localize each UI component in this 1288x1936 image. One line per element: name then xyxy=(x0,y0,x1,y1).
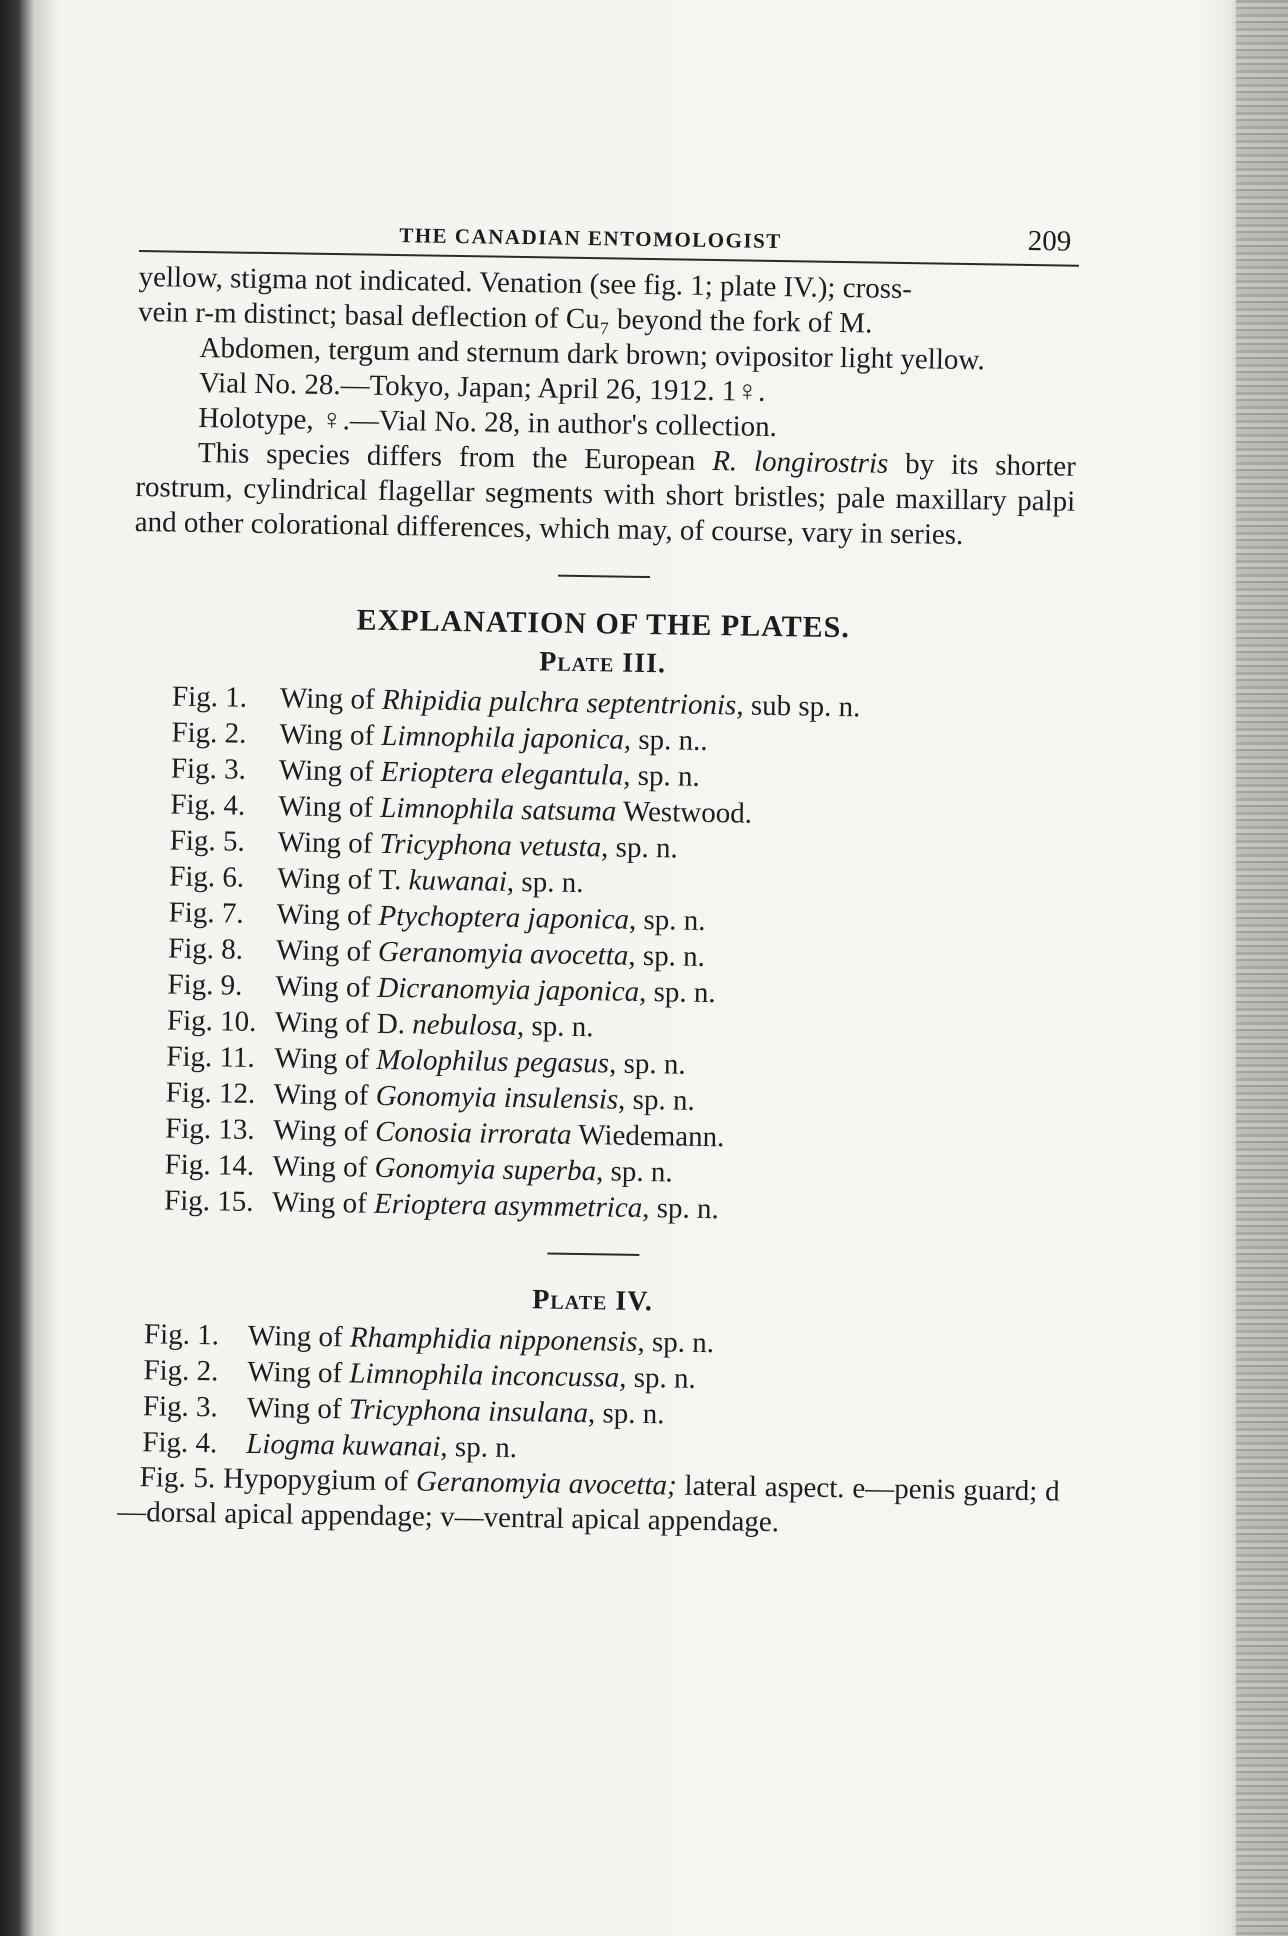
fig-suffix: , sp. n.. xyxy=(623,723,708,757)
differences-text-a: This species differs from the European xyxy=(197,436,713,478)
fig-number: Fig. 2. xyxy=(143,1354,219,1388)
fig-number: Fig. 3. xyxy=(142,1390,219,1424)
fig-number: Fig. 7. xyxy=(168,896,244,930)
fig-5-text-b: lateral aspect. e—penis guard; d—dorsal apical appendage; v—ventral apical appendage. xyxy=(116,1469,1060,1539)
fig-text: Wing of xyxy=(246,1391,350,1426)
species-name: Gonomyia insulensis xyxy=(375,1079,619,1116)
fig-number: Fig. 14. xyxy=(164,1148,255,1182)
fig-text: Wing of xyxy=(272,1150,375,1184)
journal-title: THE CANADIAN ENTOMOLOGIST xyxy=(399,223,782,254)
fig-text: Wing of xyxy=(279,718,382,752)
fig-suffix: , sp. n. xyxy=(637,1325,715,1360)
fig-text: Wing of xyxy=(279,682,383,716)
species-name: Limnophila japonica xyxy=(381,719,625,756)
species-name: Erioptera asymmetrica xyxy=(373,1187,643,1225)
species-name: Conosia irrorata xyxy=(374,1115,572,1151)
species-name: Liogma kuwanai xyxy=(246,1427,441,1463)
fig-number: Fig. 6. xyxy=(168,860,245,894)
paragraph-differences xyxy=(135,435,1077,555)
fig-suffix: Westwood. xyxy=(616,795,753,830)
fig-suffix: Wiedemann. xyxy=(571,1118,725,1154)
fig-suffix: , sp. n. xyxy=(641,1192,720,1226)
fig-5-species: Geranomyia avocetta; xyxy=(415,1465,677,1502)
fig-text: Wing of T. xyxy=(276,862,409,897)
species-name: Limnophila inconcussa xyxy=(349,1357,620,1394)
species-name: Tricyphona vetusta xyxy=(379,827,602,864)
species-name: Ptychoptera japonica xyxy=(378,899,630,936)
plate-4-fig-5-caption xyxy=(117,1460,1060,1545)
fig-suffix: , sp. n. xyxy=(617,1083,695,1117)
species-name: Gonomyia superba xyxy=(374,1151,597,1188)
species-name: Geranomyia avocetta xyxy=(377,935,629,972)
fig-text: Wing of xyxy=(273,1078,376,1112)
fig-number: Fig. 2. xyxy=(171,716,247,750)
venation-line-2: vein r-m distinct; basal deflection of Cu₇ beyond the fork of M. xyxy=(137,295,873,340)
fig-number: Fig. 1. xyxy=(171,680,248,714)
fig-number: Fig. 1. xyxy=(143,1318,220,1352)
fig-text: Wing of xyxy=(275,970,378,1004)
fig-suffix: , sp. n. xyxy=(628,903,706,937)
plate-divider xyxy=(547,1253,639,1256)
fig-suffix: , sub sp. n. xyxy=(736,689,861,724)
species-name: Molophilus pegasus xyxy=(376,1043,610,1080)
paragraph-abdomen: Abdomen, tergum and sternum dark brown; ovipositor light yellow. xyxy=(199,331,985,377)
fig-text: Wing of xyxy=(274,1042,377,1076)
fig-text: Wing of xyxy=(272,1114,376,1148)
fig-suffix: , sp. n. xyxy=(600,831,678,865)
fig-number: Fig. 11. xyxy=(166,1040,255,1074)
fig-suffix: , sp. n. xyxy=(628,939,706,973)
fig-suffix: , sp. n. xyxy=(638,975,716,1010)
page-edge-shadow xyxy=(1236,0,1288,1936)
fig-number: Fig. 12. xyxy=(165,1076,256,1110)
fig-5-text-a: Hypopygium of xyxy=(215,1462,417,1498)
fig-number: Fig. 5. xyxy=(139,1461,216,1495)
fig-suffix: , sp. n. xyxy=(622,759,701,793)
fig-number: Fig. 8. xyxy=(167,932,244,966)
fig-number: Fig. 15. xyxy=(163,1184,254,1218)
species-name: Limnophila satsuma xyxy=(380,791,617,828)
fig-text: Wing of xyxy=(271,1186,375,1220)
fig-suffix: , sp. n. xyxy=(506,865,584,900)
plate-4-title: Plate IV. xyxy=(532,1284,654,1318)
fig-suffix: , sp. n. xyxy=(440,1430,518,1465)
page-number: 209 xyxy=(1027,224,1072,258)
species-name: Erioptera elegantula xyxy=(380,755,624,792)
paragraph-holotype: Holotype, ♀.—Vial No. 28, in author's collection. xyxy=(198,401,778,444)
venation-line-1: yellow, stigma not indicated. Venation (see fig. 1; plate IV.); cross- xyxy=(138,260,913,306)
section-divider xyxy=(558,575,650,578)
plate-3-title: Plate III. xyxy=(539,646,667,680)
fig-suffix: , sp. n. xyxy=(587,1397,665,1431)
fig-text: Wing of xyxy=(247,1319,351,1354)
fig-text: Wing of xyxy=(277,826,380,860)
differences-text-b: by its shorter rostrum, cylindrical flagellar segments with short bristles; pale maxillary palpi and other colorational differences, which may, of course, vary in series. xyxy=(134,447,1077,551)
fig-number: Fig. 9. xyxy=(167,968,243,1002)
species-name: kuwanai xyxy=(408,864,508,898)
fig-text: Wing of D. xyxy=(274,1006,413,1041)
fig-number: Fig. 10. xyxy=(166,1004,257,1038)
plate-4-figure-list xyxy=(142,1316,1062,1474)
fig-suffix: , sp. n. xyxy=(516,1010,594,1044)
plate-4-section xyxy=(116,1316,1062,1545)
fig-number: Fig. 4. xyxy=(142,1426,218,1460)
species-name: Dicranomyia japonica xyxy=(377,971,640,1008)
fig-suffix: , sp. n. xyxy=(618,1361,697,1395)
fig-number: Fig. 13. xyxy=(165,1112,255,1146)
species-name: Rhipidia pulchra septentrionis xyxy=(381,683,737,722)
fig-suffix: , sp. n. xyxy=(595,1155,673,1189)
fig-text: Wing of xyxy=(278,790,381,824)
species-name: nebulosa xyxy=(412,1008,518,1043)
explanation-title: EXPLANATION OF THE PLATES. xyxy=(356,603,851,645)
fig-number: Fig. 5. xyxy=(169,824,245,858)
fig-number: Fig. 4. xyxy=(170,788,246,822)
plate-3-figure-list xyxy=(124,678,1072,1233)
fig-text: Wing of xyxy=(247,1355,350,1390)
paragraph-vial: Vial No. 28.—Tokyo, Japan; April 26, 1912. 1♀. xyxy=(198,366,766,408)
fig-text: Wing of xyxy=(276,898,379,932)
page-content xyxy=(116,190,1080,1545)
fig-suffix: , sp. n. xyxy=(608,1047,686,1081)
species-name: R. longirostris xyxy=(711,445,889,480)
fig-text: Wing of xyxy=(275,934,379,968)
species-name: Rhamphidia nipponensis xyxy=(349,1321,638,1358)
species-name: Tricyphona insulana xyxy=(348,1393,589,1430)
fig-text: Wing of xyxy=(278,754,382,788)
fig-number: Fig. 3. xyxy=(170,752,247,786)
